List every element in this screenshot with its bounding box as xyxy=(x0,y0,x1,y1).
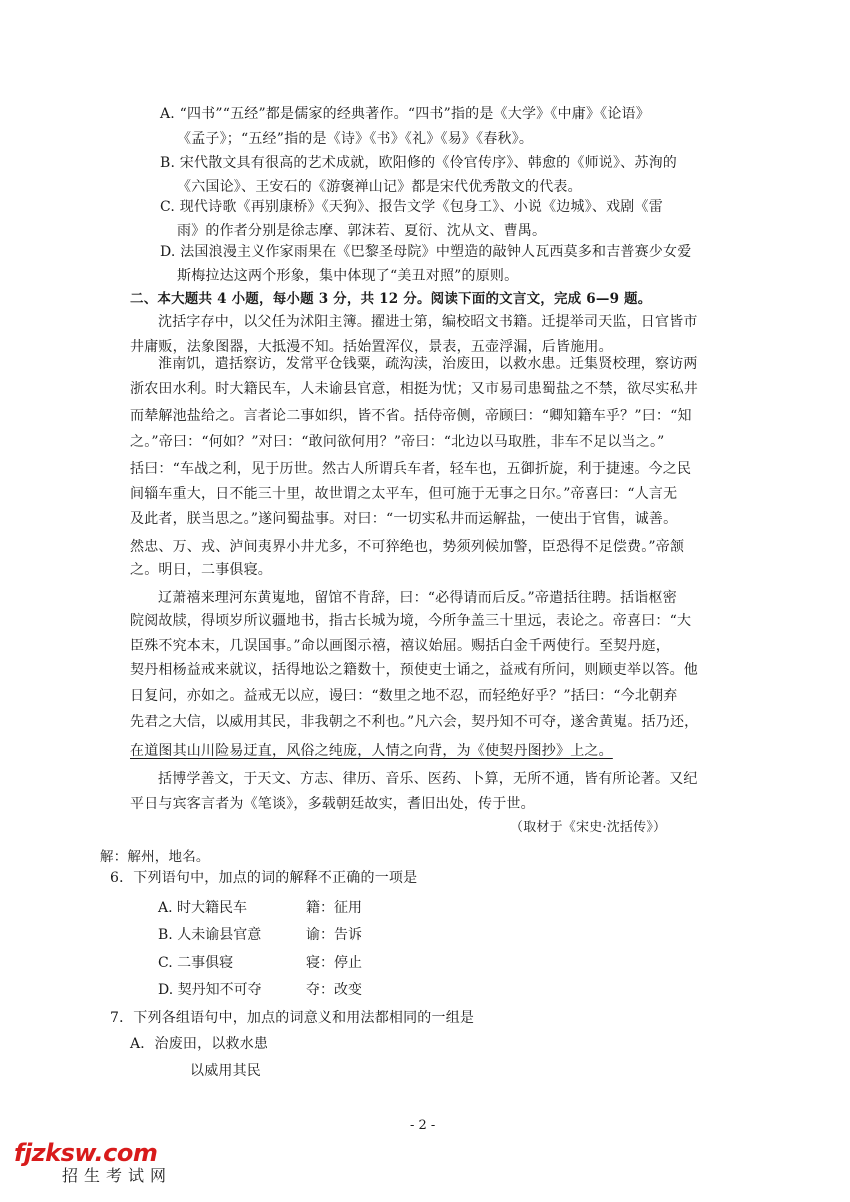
passage-line: 淮南饥，遣括察访，发常平仓钱粟，疏沟渎，治废田，以救水患。迁集贤校理，察访两 xyxy=(158,356,698,372)
passage-line: 括曰：“车战之利，见于历世。然古人所谓兵车者，轻车也，五御折旋，利于捷速。今之民 xyxy=(130,461,692,477)
q7-option-a-line1: A．治废田，以救水患 xyxy=(130,1036,269,1052)
q6-option-c-label: C. 二事俱寝 xyxy=(158,955,234,971)
option-b-line2: 《六国论》、王安石的《游褒禅山记》都是宋代优秀散文的代表。 xyxy=(177,179,582,195)
option-a-line1: A. “四书”“五经”都是儒家的经典著作。“四书”指的是《大学》《中庸》《论语》 xyxy=(160,106,650,122)
question-6-stem: 6．下列语句中，加点的词的解释不正确的一项是 xyxy=(110,870,418,886)
passage-line: 之。”帝曰：“何如？”对曰：“敢问欲何用？”帝曰：“北边以马取胜，非车不足以当之。” xyxy=(130,434,665,450)
option-c-line2: 雨》的作者分别是徐志摩、郭沫若、夏衍、沈从文、曹禺。 xyxy=(177,223,547,239)
passage-line: 院阅故牍，得顷岁所议疆地书，指古长城为境，今所争盖三十里远，表论之。帝喜曰：“大 xyxy=(130,613,692,629)
passage-line: 而辇解池盐给之。言者论二事如织，皆不省。括侍帝侧，帝顾曰：“卿知籍车乎？”曰：“知 xyxy=(130,408,692,424)
passage-line: 之。明日，二事俱寝。 xyxy=(130,562,272,578)
q6-option-c xyxy=(158,953,233,973)
option-c-line1: C. 现代诗歌《再别康桥》《天狗》、报告文学《包身工》、小说《边城》、戏剧《雷 xyxy=(160,199,663,215)
passage-line: 先君之大信，以威用其民，非我朝之不利也。”凡六会，契丹知不可夺，遂舍黄嵬。括乃还， xyxy=(130,714,699,730)
q7-option-a-line2: 以威用其民 xyxy=(190,1063,261,1079)
q6-option-a xyxy=(158,898,247,918)
q6-option-d-label: D. 契丹知不可夺 xyxy=(158,982,262,998)
q6-option-b-label: B. 人未谕县官意 xyxy=(158,927,262,943)
passage-line: 井庸贩，法象图器，大抵漫不知。括始置浑仪，景表，五壶浮漏，后皆施用。 xyxy=(130,339,613,355)
logo-tagline: 招生考试网 xyxy=(62,1166,173,1185)
q6-option-b-gloss: 谕：告诉 xyxy=(306,927,362,943)
source-citation: （取材于《宋史·沈括传》） xyxy=(510,820,667,835)
option-a-line2: 《孟子》；“五经”指的是《诗》《书》《礼》《易》《春秋》。 xyxy=(177,131,534,147)
option-b-line1: B. 宋代散文具有很高的艺术成就，欧阳修的《伶官传序》、韩愈的《师说》、苏洵的 xyxy=(160,155,677,171)
passage-line: 沈括字存中，以父任为沭阳主簿。擢进士第，编校昭文书籍。迁提举司天监，日官皆市 xyxy=(158,314,698,330)
option-d-line2: 斯梅拉达这两个形象，集中体现了“美丑对照”的原则。 xyxy=(177,268,519,284)
passage-line: 契丹相杨益戒来就议，括得地讼之籍数十，预使吏士诵之，益戒有所问，则顾吏举以答。他 xyxy=(130,662,698,678)
q6-option-a-label: A. 时大籍民车 xyxy=(158,900,248,916)
passage-line: 在道图其山川险易迂直，风俗之纯庞，人情之向背，为《使契丹图抄》上之。 xyxy=(130,743,613,759)
page-number: - 2 - xyxy=(410,1118,436,1133)
q6-option-c-gloss: 寝：停止 xyxy=(306,955,362,971)
passage-line: 平日与宾客言者为《笔谈》，多载朝廷故实，耆旧出处，传于世。 xyxy=(130,796,535,812)
passage-line: 及此者，朕当思之。”遂问蜀盐事。对曰：“一切实私井而运解盐，一使出于官售，诚善。 xyxy=(130,511,678,527)
section-two-heading: 二、本大题共 4 小题，每小题 3 分，共 12 分。阅读下面的文言文，完成 6—9 题。 xyxy=(130,291,652,307)
passage-line: 辽萧禧来理河东黄嵬地，留馆不肯辞，曰：“必得请而后反。”帝遣括往聘。括诣枢密 xyxy=(158,590,677,606)
passage-line: 括博学善文，于天文、方志、律历、音乐、医药、卜算，无所不通，皆有所论著。又纪 xyxy=(158,771,698,787)
logo-site-name: fjzksw.com xyxy=(14,1139,158,1167)
q6-option-b xyxy=(158,925,261,945)
note: 解：解州，地名。 xyxy=(100,849,210,865)
option-d-line1: D. 法国浪漫主义作家雨果在《巴黎圣母院》中塑造的敲钟人瓦西莫多和吉普赛少女爱 xyxy=(160,244,692,260)
site-logo xyxy=(14,1140,174,1188)
q6-option-a-gloss: 籍：征用 xyxy=(306,900,362,916)
passage-line: 间辎车重大，日不能三十里，故世谓之太平车，但可施于无事之日尔。”帝喜曰：“人言无 xyxy=(130,486,678,502)
passage-line: 浙农田水利。时大籍民车，人未谕县官意，相挺为忧；又市易司患蜀盐之不禁，欲尽实私井 xyxy=(130,381,698,397)
passage-line: 然忠、万、戎、泸间夷界小井尤多，不可猝绝也，势须列候加警，臣恐得不足偿费。”帝颔 xyxy=(130,539,685,555)
passage-line: 日复问，亦如之。益戒无以应，谩曰：“数里之地不忍，而轻绝好乎？”括曰：“今北朝弃 xyxy=(130,688,678,704)
q6-option-d xyxy=(158,980,262,1000)
passage-line: 臣殊不究本末，几误国事。”命以画图示禧，禧议始屈。赐括白金千两使行。至契丹庭， xyxy=(130,638,670,654)
q6-option-d-gloss: 夺：改变 xyxy=(306,982,362,998)
question-7-stem: 7．下列各组语句中，加点的词意义和用法都相同的一组是 xyxy=(110,1010,475,1026)
